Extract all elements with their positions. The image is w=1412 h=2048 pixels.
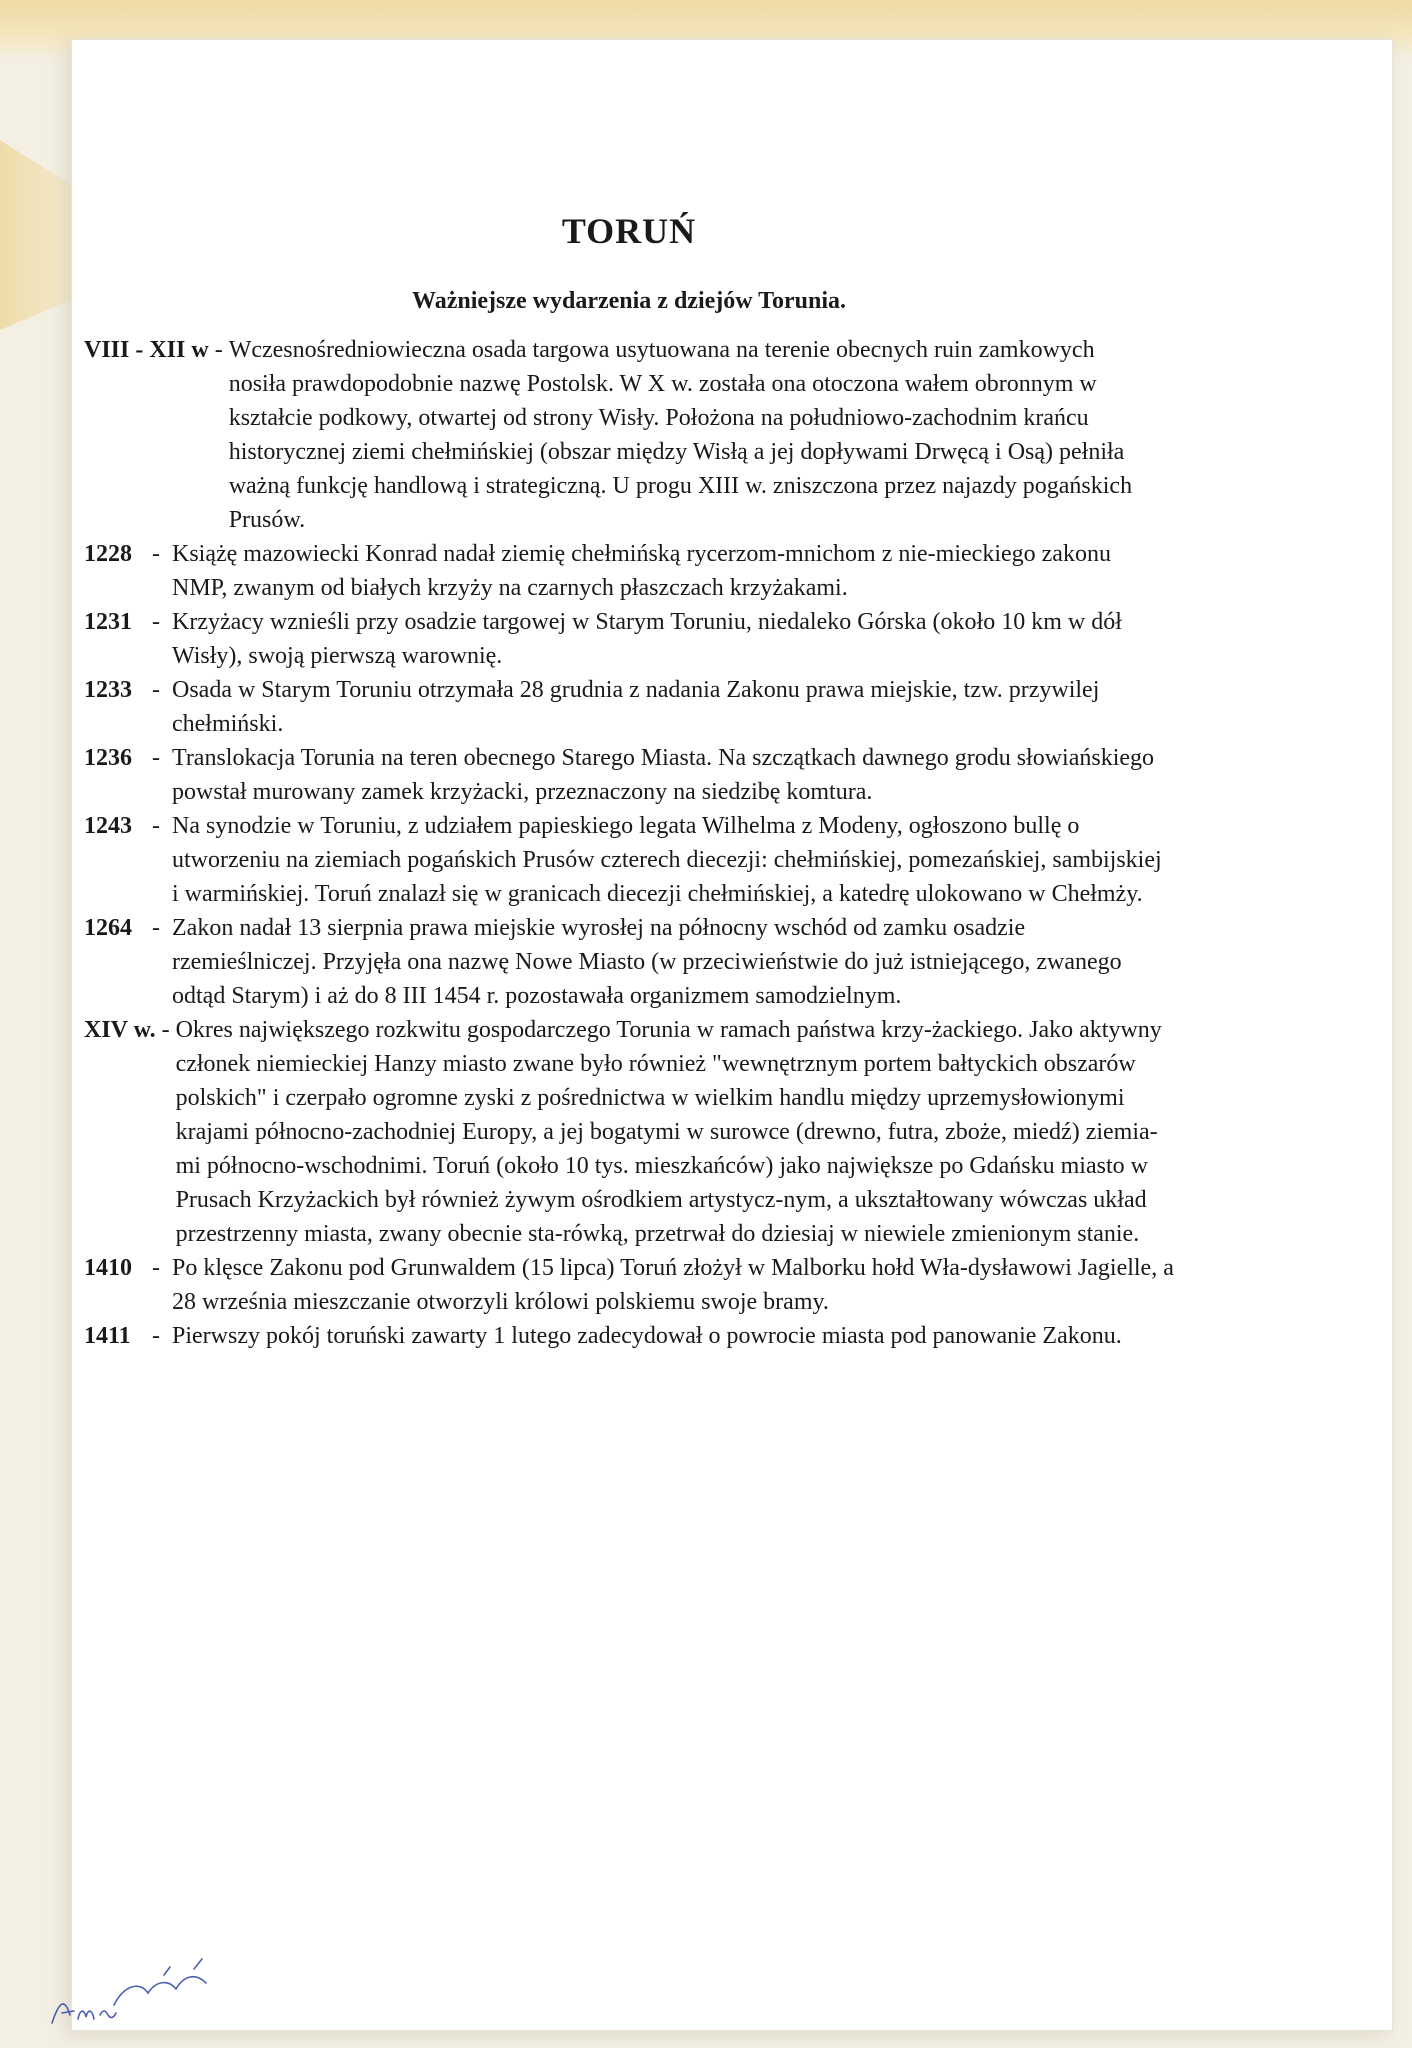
- entry-text: [172, 741, 1174, 809]
- timeline-entry: [84, 1319, 1174, 1353]
- entry-text-line: Krzyżacy wznieśli przy osadzie targowej w Starym Toruniu, niedaleko Górska (około 10 km w dół Wisły), swoją pierwszą warownię.: [172, 609, 1122, 669]
- entry-text: [172, 809, 1174, 911]
- entry-date: 1236: [84, 745, 132, 771]
- entry-text: [229, 333, 1174, 537]
- entry-separator: -: [146, 915, 166, 941]
- entry-text: [172, 911, 1174, 1013]
- entry-text-line: Translokacja Torunia na teren obecnego Starego Miasta. Na szczątkach dawnego grodu słowiańskiego powstał murowany zamek krzyżacki, przeznaczony na siedzibę komtura.: [172, 745, 1155, 805]
- entry-text-line: Po klęsce Zakonu pod Grunwaldem (15 lipca) Toruń złożył w Malborku hołd Wła-dysławowi Jagielle, a 28 września mieszczanie otworzyli królowi polskiemu swoje bramy.: [172, 1255, 1174, 1315]
- document-body: [84, 210, 1174, 1353]
- entry-text: [172, 673, 1174, 741]
- entry-text-line: Wczesnośredniowieczna osada targowa usytuowana na terenie obecnych ruin zamkowych: [228, 337, 1095, 363]
- entry-date: 1243: [84, 813, 132, 839]
- entry-separator: -: [146, 745, 166, 771]
- entry-date: VIII - XII w: [84, 337, 209, 363]
- entry-date: XIV w.: [84, 1017, 156, 1043]
- entry-separator: -: [146, 541, 166, 567]
- entry-separator: -: [146, 1323, 166, 1349]
- entry-date: 1233: [84, 677, 132, 703]
- timeline-entry: [84, 911, 1174, 1013]
- timeline-entry: [84, 1013, 1174, 1251]
- timeline-entry: [84, 673, 1174, 741]
- entry-date: 1231: [84, 609, 132, 635]
- entry-text-line: Na synodzie w Toruniu, z udziałem papieskiego legata Wilhelma z Modeny, ogłoszono bullę o utworzeniu na ziemiach pogańskich Prusów czterech diecezji: chełmińskiej, pomezańskiej, sambijskiej i warmińskiej. Toruń znalazł się w granicach diecezji chełmińskiej, a katedrę ulokowano w Chełmży.: [172, 813, 1162, 907]
- entry-separator: -: [146, 813, 166, 839]
- entries-list: [84, 333, 1174, 1353]
- entry-date: 1228: [84, 541, 132, 567]
- handwritten-signature: [44, 1945, 244, 2035]
- entry-text-line: ważną funkcję handlową i strategiczną. U progu XIII w. zniszczona przez najazdy pogańskich Prusów.: [228, 473, 1133, 533]
- timeline-entry: [84, 537, 1174, 605]
- entry-text: [172, 1319, 1174, 1353]
- entry-text-line: rzemieślniczej. Przyjęła ona nazwę Nowe Miasto (w przeciwieństwie do już istniejącego, zwanego odtąd Starym) i aż do 8 III 1454 r. pozostawała organizmem samodzielnym.: [172, 949, 1122, 1009]
- timeline-entry: [84, 333, 1174, 537]
- document-subtitle: Ważniejsze wydarzenia z dziejów Torunia.: [412, 288, 846, 314]
- entry-text-line: Pierwszy pokój toruński zawarty 1 lutego zadecydował o powrocie miasta pod panowanie Zakonu.: [172, 1323, 1122, 1349]
- entry-separator: -: [146, 677, 166, 703]
- entry-text: [172, 537, 1174, 605]
- entry-text-line: kształcie podkowy, otwartej od strony Wisły. Położona na południowo-zachodnim krańcu: [228, 405, 1089, 431]
- entry-text-line: Książę mazowiecki Konrad nadał ziemię chełmińską rycerzom-mnichom z nie-mieckiego zakonu: [172, 541, 1111, 567]
- entry-text-line: Osada w Starym Toruniu otrzymała 28 grudnia z nadania Zakonu prawa miejskie, tzw. przywilej chełmiński.: [172, 677, 1100, 737]
- entry-separator: -: [146, 609, 166, 635]
- entry-text-line: Okres największego rozkwitu gospodarczego Torunia w ramach państwa krzy-żackiego. Jako aktywny członek niemieckiej Hanzy miasto zwane było również "wewnętrznym portem bałtyckich obszarów polskich" i czerpało ogromne zyski z pośrednictwa w wielkim handlu między uprzemysłowionymi krajami północno-zachodniej Europy, a jej bogatymi w surowce (drewno, futra, zboże, miedź) ziemia-mi północno-wschodnimi. Toruń (około 10 tys. mieszkańców) jako największe po Gdańsku miasto w Prusach Krzyżackich był również żywym ośrodkiem artystycz-nym, a ukształtowany wówczas układ przestrzenny miasta, zwany obecnie sta-rówką, przetrwał do dziesiaj w niewiele zmienionym stanie.: [175, 1017, 1162, 1247]
- entry-text: [172, 1251, 1174, 1319]
- entry-separator: -: [155, 1017, 176, 1043]
- entry-date: 1410: [84, 1255, 132, 1281]
- entry-date: 1264: [84, 915, 132, 941]
- entry-date: 1411: [84, 1323, 131, 1349]
- entry-text-line: nosiła prawdopodobnie nazwę Postolsk. W X w. została ona otoczona wałem obronnym w: [228, 371, 1097, 397]
- timeline-entry: [84, 809, 1174, 911]
- document-title: TORUŃ: [561, 211, 697, 251]
- entry-text-line: historycznej ziemi chełmińskiej (obszar między Wisłą a jej dopływami Drwęcą i Osą) pełniła: [228, 439, 1125, 465]
- timeline-entry: [84, 1251, 1174, 1319]
- timeline-entry: [84, 741, 1174, 809]
- entry-text-line: NMP, zwanym od białych krzyży na czarnych płaszczach krzyżakami.: [172, 575, 848, 601]
- entry-separator: -: [146, 1255, 166, 1281]
- timeline-entry: [84, 605, 1174, 673]
- entry-text: [176, 1013, 1174, 1251]
- entry-text: [172, 605, 1174, 673]
- entry-text-line: Zakon nadał 13 sierpnia prawa miejskie wyrosłej na północny wschód od zamku osadzie: [172, 915, 1026, 941]
- entry-separator: -: [208, 337, 229, 363]
